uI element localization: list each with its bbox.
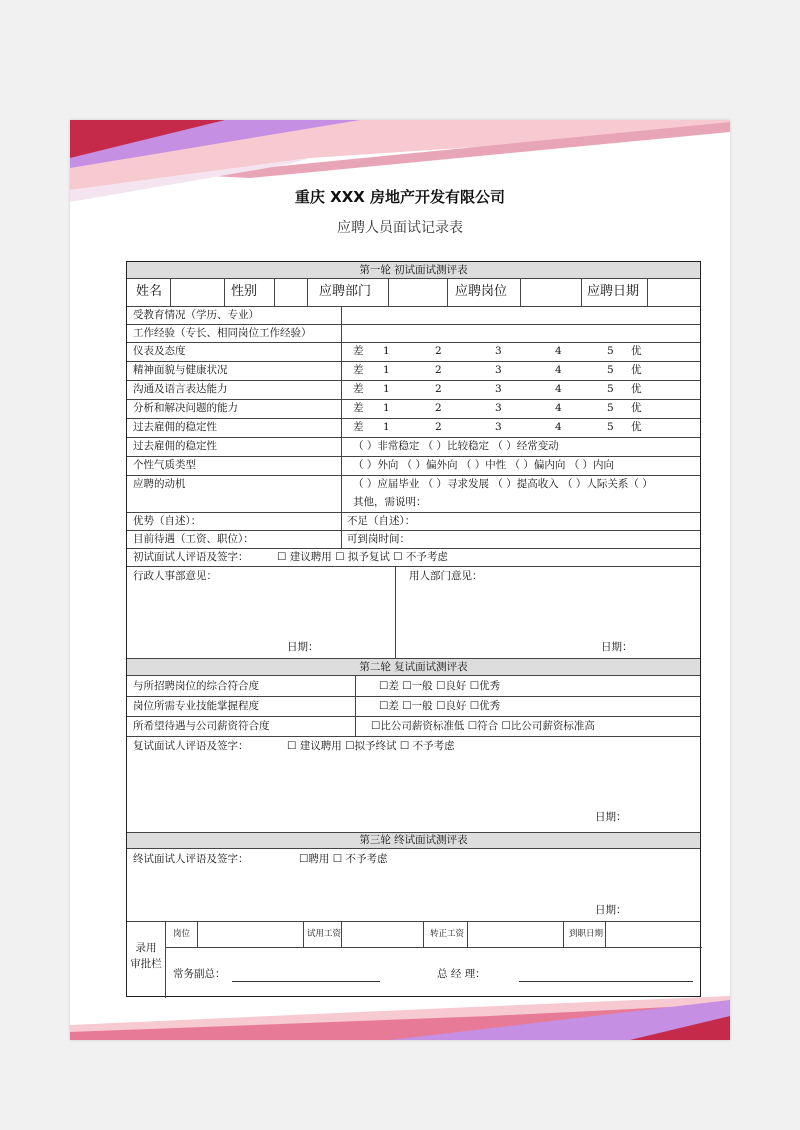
second-options[interactable]: ☐ 建议聘用 ☐拟予终试 ☐ 不予考虑 — [287, 740, 455, 752]
gm-signature-line[interactable] — [519, 981, 693, 982]
date-label: 应聘日期 — [587, 284, 640, 299]
rating-label: 仪表及态度 — [133, 345, 186, 357]
scale-low: 差 — [353, 345, 364, 357]
company-title: 重庆 XXX 房地产开发有限公司 — [294, 188, 506, 206]
opinions-row: 行政人事部意见： 用人部门意见： 日期： 日期： — [133, 570, 633, 653]
general-manager-label: 总 经 理： — [437, 968, 486, 980]
form-paper — [70, 120, 730, 1040]
approval-fields: 岗位 试用工资 转正工资 到职日期 — [173, 929, 604, 939]
final-options[interactable]: ☐聘用 ☐ 不予考虑 — [299, 853, 388, 865]
hr-opinion-label: 行政人事部意见： — [133, 570, 217, 582]
final-interviewer-row: 终试面试人评语及签字： ☐聘用 ☐ 不予考虑 日期： — [133, 853, 627, 916]
approval-label: 录用 审批栏 — [130, 942, 162, 970]
scale-high: 优 — [631, 345, 642, 357]
vice-signature-line[interactable] — [232, 981, 380, 982]
motivation-options[interactable]: （ ）应届毕业 （ ）寻求发展 （ ）提高收入 （ ）人际关系（ ） — [353, 478, 653, 490]
position-label: 应聘岗位 — [455, 284, 508, 299]
interview-form: 第一轮 初试面试测评表 姓名 性别 应聘部门 应聘岗位 应聘日期 受教育情况（学历、专业） 工作经验（专长、相同岗位工作经验） 仪表及态度 差 1 2 3 4 5 优 精神面貌与健康状况 差 1 2 3 4 5 优 沟通及语言表达能力 差 1 2 3 4 5 优 分析和解决问题的能力 差 1 2 3 4 5 优 过去雇佣的稳定性 差 1 2 3 4 5 优 过去雇佣的稳定性 （ ）非常稳定 （ ）比较稳定 （ ）经常变动 个性气质类型 （ ）外向 （ ）偏外向 （ ）中性 （ ）偏内向 （ ）内向 应聘的动机 （ ）应届毕业 （ ）寻求发展 （ ）提高收入 （ ）人际关系（ ） 其他，需说明： 优势（自述）： 不足（自述）： 目前待遇（工资、职位）： 可到岗时间： 初试面试人评语及签字： ☐ 建议聘用 ☐ 拟予复试 ☐ 不予考虑 行政人事部意见： 用人部门意见： 日期： 日期： 第二轮 复试面试测评表 与所招聘岗位的综合符合度 ☐差 ☐一般 ☐良好 ☐优秀 岗位所需专业技能掌握程度 ☐差 ☐一般 ☐良好 ☐优秀 所希望待遇与公司薪资符合度 ☐比公司薪资标准低 ☐符合 ☐比公司薪资标准高 复试面试人评语及签字： ☐ 建议聘用 ☐拟予终试 ☐ 不予考虑 日期： 第三轮 终试面试测评表 终试面试人评语及签字： ☐聘用 ☐ 不予考虑 日期： 录用 审批栏 岗位 试用工资 转正工资 到职日期 常务副总： 总 经 理： — [126, 261, 701, 997]
personality-options[interactable]: （ ）外向 （ ）偏外向 （ ）中性 （ ）偏内向 （ ）内向 — [353, 459, 615, 471]
section-2-header: 第二轮 复试面试测评表 — [127, 658, 700, 676]
fit-options[interactable]: ☐差 ☐一般 ☐良好 ☐优秀 — [379, 680, 501, 692]
department-label: 应聘部门 — [319, 284, 372, 299]
form-title: 应聘人员面试记录表 — [337, 220, 463, 236]
name-label: 姓名 — [136, 284, 163, 299]
section-3-header: 第三轮 终试面试测评表 — [127, 832, 700, 849]
section-1-header: 第一轮 初试面试测评表 — [127, 262, 700, 279]
first-options[interactable]: ☐ 建议聘用 ☐ 拟予复试 ☐ 不予考虑 — [277, 551, 448, 563]
gender-label: 性别 — [231, 284, 258, 299]
experience-label: 工作经验（专长、相同岗位工作经验） — [133, 327, 312, 339]
dept-opinion-label: 用人部门意见： — [409, 570, 483, 582]
education-label: 受教育情况（学历、专业） — [133, 309, 259, 321]
vice-manager-label: 常务副总： — [173, 968, 226, 980]
motivation-other[interactable]: 其他，需说明： — [353, 496, 427, 508]
signatures-row — [127, 947, 700, 998]
second-interviewer-row: 复试面试人评语及签字： ☐ 建议聘用 ☐拟予终试 ☐ 不予考虑 日期： — [133, 740, 627, 823]
pay-match-options[interactable]: ☐比公司薪资标准低 ☐符合 ☐比公司薪资标准高 — [371, 720, 595, 732]
basic-info-row — [127, 279, 700, 306]
skills-options[interactable]: ☐差 ☐一般 ☐良好 ☐优秀 — [379, 700, 501, 712]
stability-options[interactable]: （ ）非常稳定 （ ）比较稳定 （ ）经常变动 — [353, 440, 559, 452]
